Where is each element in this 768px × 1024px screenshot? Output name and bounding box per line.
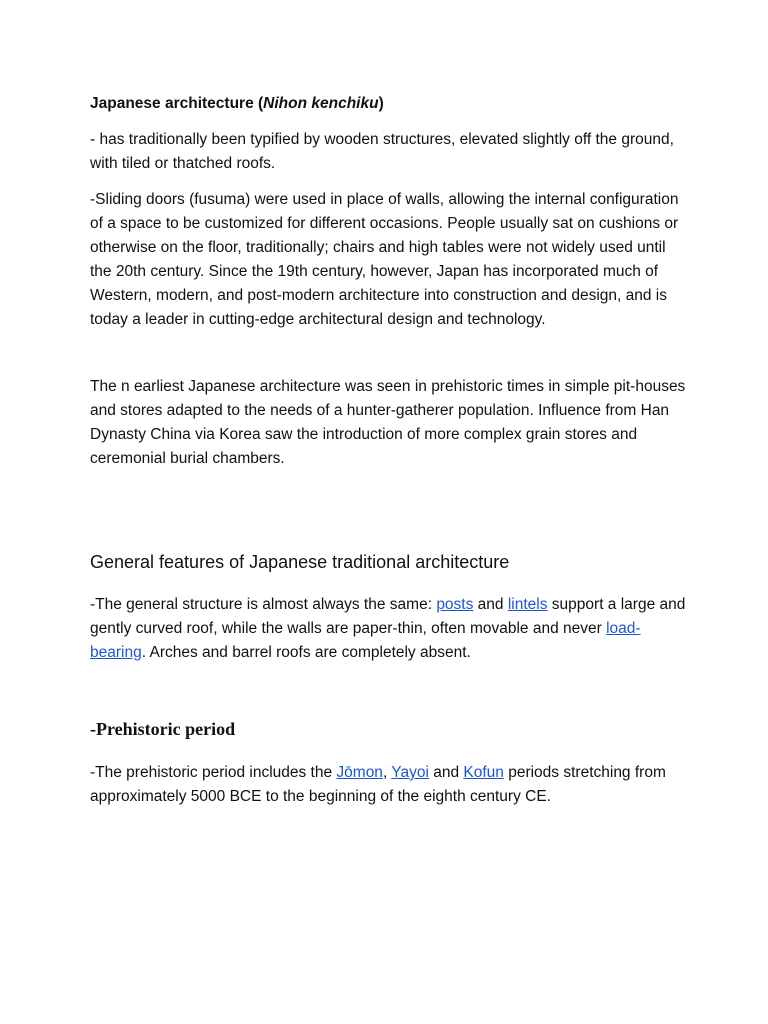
title-end: ) bbox=[378, 95, 384, 112]
text-segment: periods stretching from approximately 5000 BCE to the beginning of the eighth century CE. bbox=[90, 764, 666, 805]
link-load-bearing[interactable]: load-bearing bbox=[90, 620, 641, 661]
text-segment: . Arches and barrel roofs are completely absent. bbox=[141, 644, 471, 661]
link-jomon[interactable]: Jōmon bbox=[336, 764, 383, 781]
section-heading-prehistoric: -Prehistoric period bbox=[90, 719, 236, 739]
text-segment: support a large and gently curved roof, while the walls are paper-thin, often movable and never bbox=[90, 596, 686, 637]
document-title bbox=[90, 92, 690, 116]
paragraph-prehistoric bbox=[90, 761, 690, 809]
document-body bbox=[90, 92, 690, 809]
link-kofun[interactable]: Kofun bbox=[463, 764, 504, 781]
paragraph-sliding-doors: -Sliding doors (fusuma) were used in place of walls, allowing the internal configuration of a space to be customized for different occasions. People usually sat on cushions or otherwise on the floor, traditionally; chairs and high tables were not widely used until the 20th century. Since the 19th century, however, Japan has incorporated much of Western, modern, and post-modern architecture into construction and design, and is today a leader in cutting-edge architectural design and technology. bbox=[90, 191, 679, 328]
text-segment: , bbox=[382, 764, 392, 781]
text-segment: -The prehistoric period includes the bbox=[90, 764, 337, 781]
text-segment: and bbox=[473, 596, 508, 613]
link-yayoi[interactable]: Yayoi bbox=[391, 764, 429, 781]
text-segment: and bbox=[428, 764, 464, 781]
link-lintels[interactable]: lintels bbox=[507, 596, 548, 613]
section-heading-general-features: General features of Japanese traditional architecture bbox=[90, 552, 510, 572]
title-text: Japanese architecture ( bbox=[90, 95, 264, 112]
paragraph-general-structure bbox=[90, 593, 690, 665]
paragraph-earliest: The n earliest Japanese architecture was seen in prehistoric times in simple pit-houses and stores adapted to the needs of a hunter-gatherer population. Influence from Han Dynasty China via Korea saw the introduction of more complex grain stores and ceremonial burial chambers. bbox=[90, 378, 686, 467]
link-posts[interactable]: posts bbox=[436, 596, 474, 613]
title-italic: Nihon kenchiku bbox=[263, 95, 379, 112]
paragraph-typified: - has traditionally been typified by wooden structures, elevated slightly off the ground, with tiled or thatched roofs. bbox=[90, 131, 674, 172]
text-segment: -The general structure is almost always the same: bbox=[90, 596, 437, 613]
